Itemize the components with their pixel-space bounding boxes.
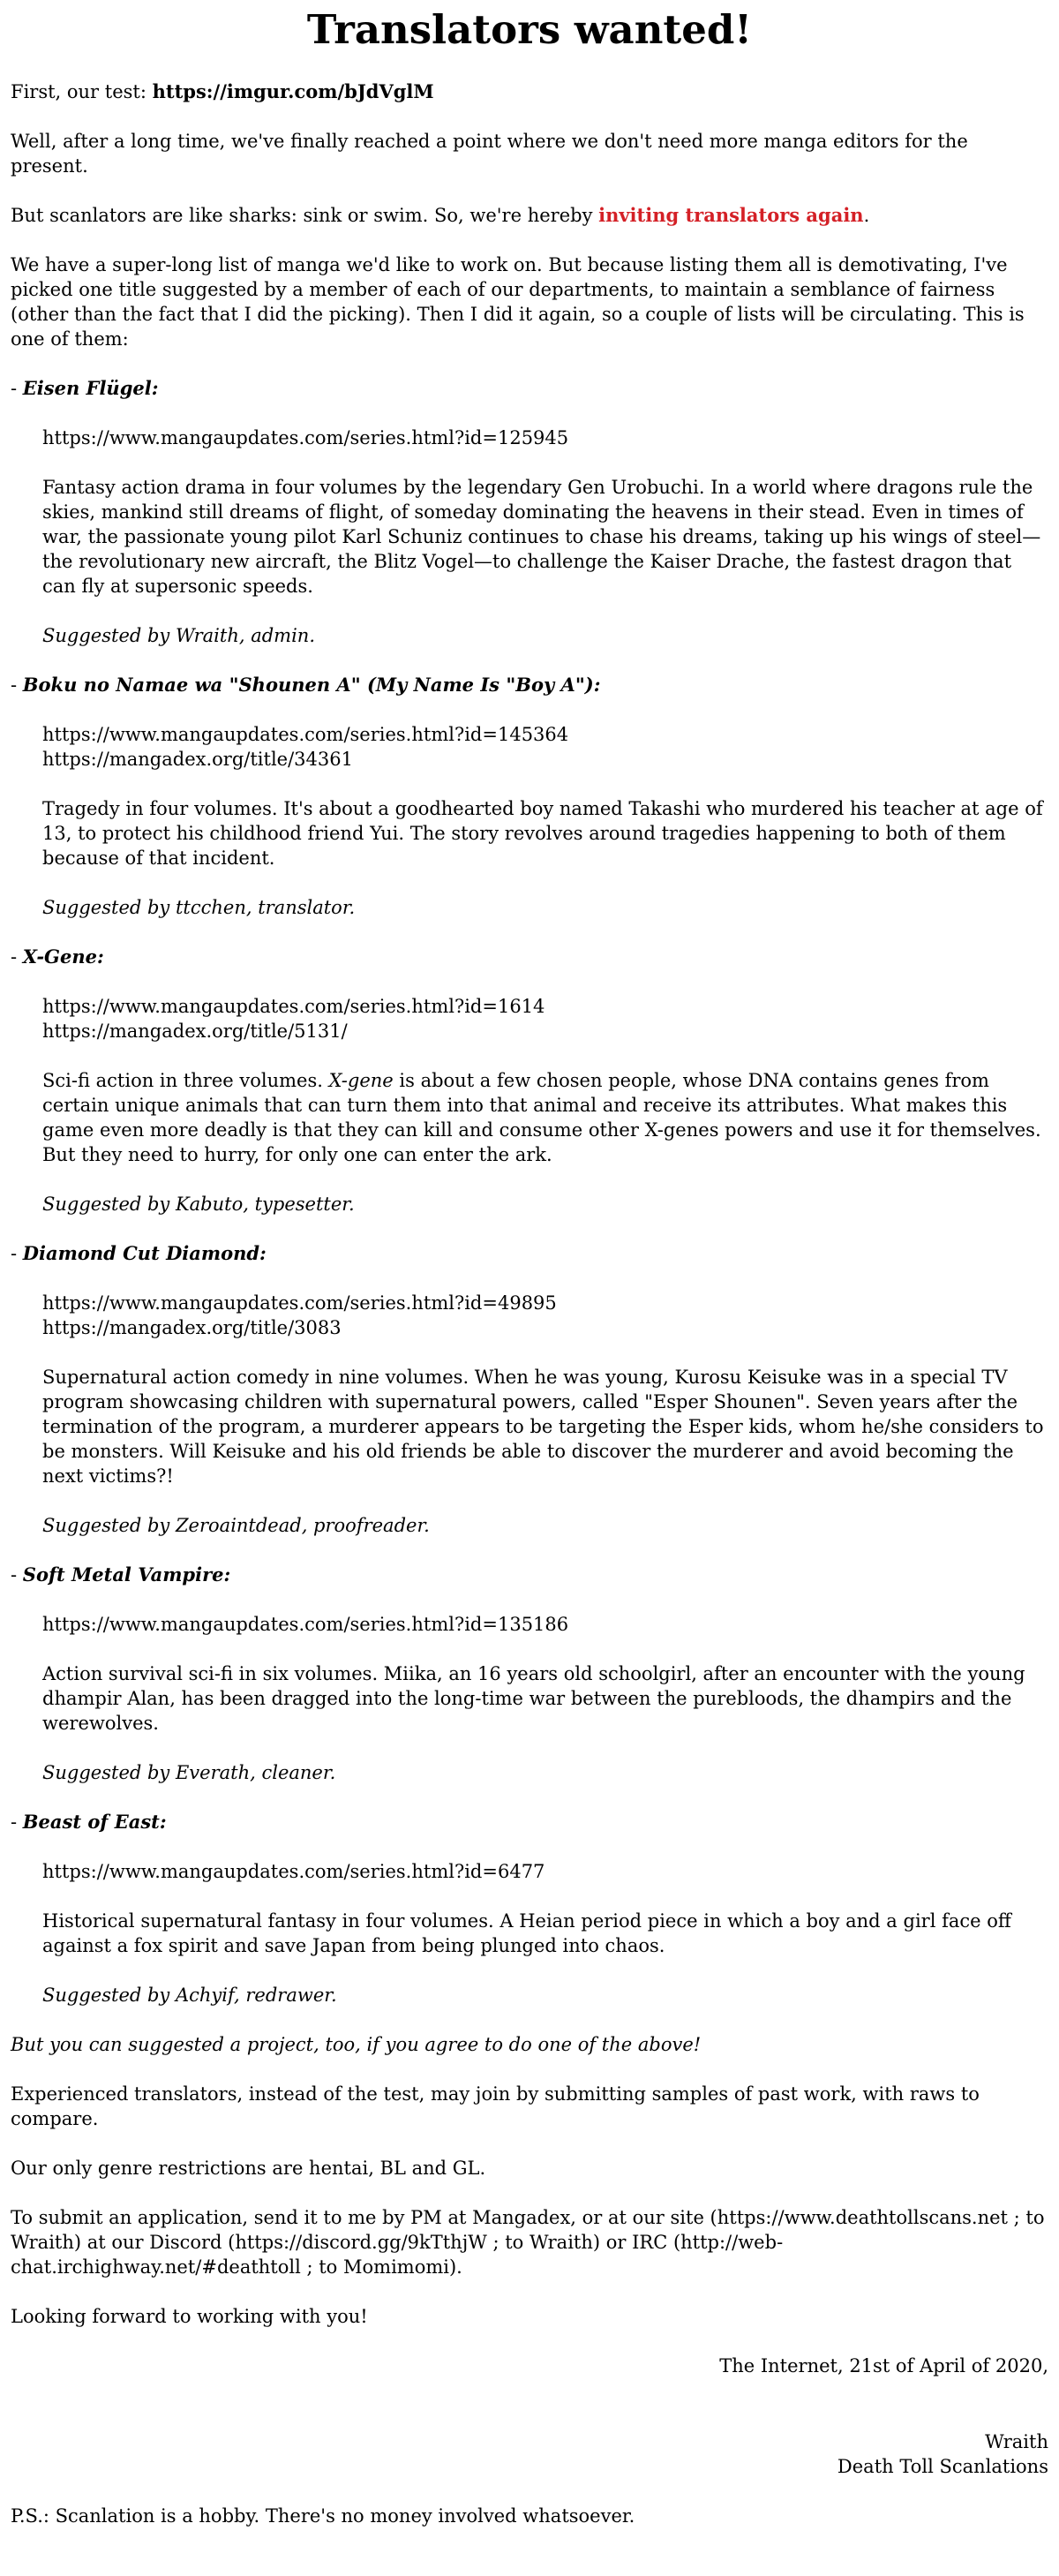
series-title bbox=[11, 1241, 1048, 1266]
application-paragraph: To submit an application, send it to me by PM at Mangadex, or at our site (https://www.deathtollscans.net ; to Wraith) at our Discord (https://discord.gg/9kTthjW ; to Wraith) or IRC (http://webchat.irchighway.net/#deathtoll ; to Momimomi). bbox=[11, 2207, 1045, 2278]
suggest-own-project-note: But you can suggested a project, too, if you agree to do one of the above! bbox=[11, 2034, 702, 2055]
series-title bbox=[11, 376, 1048, 401]
series-title-text: Eisen Flügel: bbox=[22, 377, 159, 399]
series-description: Action survival sci-fi in six volumes. Miika, an 16 years old schoolgirl, after an encounter with the young dhampir Alan, has been dragged into the long-time war between the purebloods, the dhampirs and the werewolves. bbox=[42, 1663, 1025, 1734]
series-suggested: Suggested by ttcchen, translator. bbox=[42, 897, 356, 918]
series-description: Supernatural action comedy in nine volumes. When he was young, Kurosu Keisuke was in a special TV program showcasing children with supernatural powers, called "Esper Shounen". Seven years after the termination of the program, a murderer appears to be targeting the Esper kids, whom he/she considers to be monsters. Will Keisuke and his old friends be able to discover the murderer and avoid becoming the next victims?! bbox=[42, 1367, 1044, 1487]
bullet-dash: - bbox=[11, 1243, 18, 1264]
invite-highlight: inviting translators again bbox=[598, 204, 864, 226]
bullet-dash: - bbox=[11, 1811, 18, 1833]
series-url: https://www.mangaupdates.com/series.html?id=1614 bbox=[42, 996, 545, 1017]
test-line-prefix: First, our test: bbox=[11, 81, 153, 102]
series-title bbox=[11, 945, 1048, 969]
series-url: https://www.mangaupdates.com/series.html?id=145364 bbox=[42, 724, 569, 745]
series-title-text: X-Gene: bbox=[22, 945, 104, 968]
series-title bbox=[11, 1563, 1048, 1587]
series-url: https://www.mangaupdates.com/series.html?id=125945 bbox=[42, 427, 569, 448]
series-title-text: Diamond Cut Diamond: bbox=[22, 1242, 267, 1264]
genre-restrictions-paragraph: Our only genre restrictions are hentai, BL and GL. bbox=[11, 2158, 486, 2179]
series-urls bbox=[42, 994, 1048, 1043]
series-title-text: Beast of East: bbox=[22, 1811, 167, 1833]
intro-paragraph: Well, after a long time, we've finally reached a point where we don't need more manga editors for the present. bbox=[11, 131, 968, 177]
list-intro-paragraph: We have a super-long list of manga we'd like to work on. But because listing them all is demotivating, I've picked one title suggested by a member of each of our departments, to maintain a semblance of fairness (other than the fact that I did the picking). Then I did it again, so a couple of lists will be circulating. This is one of them: bbox=[11, 254, 1025, 350]
test-url: https://imgur.com/bJdVglM bbox=[152, 80, 434, 102]
signature-group: Death Toll Scanlations bbox=[837, 2456, 1048, 2477]
bullet-dash: - bbox=[11, 1564, 18, 1586]
experienced-translators-paragraph: Experienced translators, instead of the test, may join by submitting samples of past work, with raws to compare. bbox=[11, 2083, 980, 2129]
test-line bbox=[11, 79, 1048, 104]
closing-line: Looking forward to working with you! bbox=[11, 2306, 368, 2327]
signature-date: The Internet, 21st of April of 2020, bbox=[719, 2355, 1048, 2376]
series-urls bbox=[42, 426, 1048, 450]
series-suggested: Suggested by Zeroaintdead, proofreader. bbox=[42, 1515, 430, 1536]
series-title-text: Soft Metal Vampire: bbox=[22, 1563, 231, 1586]
series-title bbox=[11, 673, 1048, 697]
series-urls bbox=[42, 1291, 1048, 1340]
signature-block bbox=[11, 2429, 1048, 2479]
series-url: https://mangadex.org/title/3083 bbox=[42, 1317, 342, 1338]
series-title bbox=[11, 1810, 1048, 1834]
series-description: Fantasy action drama in four volumes by the legendary Gen Urobuchi. In a world where dragons rule the skies, mankind still dreams of flight, of someday dominating the heavens in their stead. Even in times of war, the passionate young pilot Karl Schuniz continues to chase his dreams, taking up his wings of steel—the revolutionary new aircraft, the Blitz Vogel—to challenge the Kaiser Drache, the fastest dragon that can fly at supersonic speeds. bbox=[42, 477, 1041, 597]
series-title-text: Boku no Namae wa "Shounen A" (My Name Is "Boy A"): bbox=[22, 674, 601, 696]
invite-text-before: But scanlators are like sharks: sink or swim. So, we're hereby bbox=[11, 205, 599, 226]
series-url: https://mangadex.org/title/34361 bbox=[42, 749, 353, 770]
bullet-dash: - bbox=[11, 674, 18, 696]
postscript: P.S.: Scanlation is a hobby. There's no money involved whatsoever. bbox=[11, 2505, 635, 2527]
series-url: https://mangadex.org/title/5131/ bbox=[42, 1021, 348, 1042]
series-description: Tragedy in four volumes. It's about a goodhearted boy named Takashi who murdered his teacher at age of 13, to protect his childhood friend Yui. The story revolves around tragedies happening to both of them because of that incident. bbox=[42, 798, 1043, 869]
series-url: https://www.mangaupdates.com/series.html?id=6477 bbox=[42, 1861, 545, 1882]
series-suggested: Suggested by Everath, cleaner. bbox=[42, 1762, 336, 1783]
invite-text-after: . bbox=[863, 205, 870, 226]
bullet-dash: - bbox=[11, 378, 18, 399]
series-description: Historical supernatural fantasy in four volumes. A Heian period piece in which a boy and a girl face off against a fox spirit and save Japan from being plunged into chaos. bbox=[42, 1910, 1011, 1956]
series-urls bbox=[42, 722, 1048, 772]
invite-paragraph bbox=[11, 203, 1048, 228]
series-url: https://www.mangaupdates.com/series.html?id=135186 bbox=[42, 1614, 569, 1635]
series-description bbox=[42, 1068, 1048, 1167]
series-suggested: Suggested by Wraith, admin. bbox=[42, 625, 315, 646]
description-text: Sci-fi action in three volumes. bbox=[42, 1070, 329, 1091]
bullet-dash: - bbox=[11, 946, 18, 968]
description-series-name: X-gene bbox=[328, 1070, 394, 1091]
signature-name: Wraith bbox=[985, 2431, 1048, 2452]
description-text: is about a few chosen people, whose DNA contains genes from certain unique animals that can turn them into that animal and receive its attributes. What makes this game even more deadly is that they can kill and consume other X-genes powers and use it for themselves. But they need to hurry, for only one can enter the ark. bbox=[42, 1070, 1041, 1165]
series-urls bbox=[42, 1859, 1048, 1884]
series-url: https://www.mangaupdates.com/series.html?id=49895 bbox=[42, 1292, 557, 1314]
series-suggested: Suggested by Kabuto, typesetter. bbox=[42, 1194, 355, 1215]
series-urls bbox=[42, 1612, 1048, 1637]
page-title: Translators wanted! bbox=[306, 6, 753, 53]
series-suggested: Suggested by Achyif, redrawer. bbox=[42, 1985, 337, 2006]
